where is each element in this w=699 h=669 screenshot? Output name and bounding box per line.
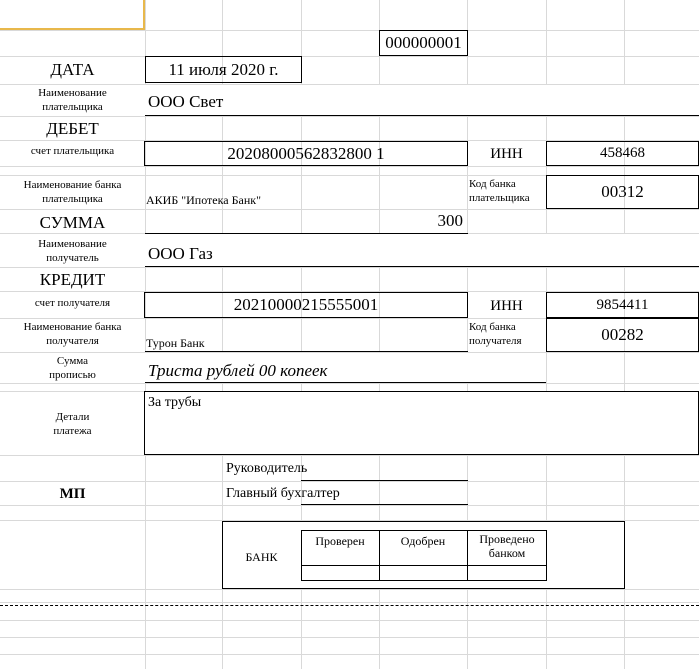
payer-account-field[interactable]: 20208000562832800 1 (144, 141, 468, 166)
recipient-inn-field[interactable]: 9854411 (546, 292, 699, 318)
payer-inn-field[interactable]: 458468 (546, 141, 699, 166)
date-label: ДАТА (50, 60, 95, 79)
payer-name-value[interactable]: ООО Свет (148, 92, 224, 111)
date-field[interactable]: 11 июля 2020 г. (145, 56, 302, 83)
recipient-account-label: счет получателя (34, 297, 111, 309)
bank-label: БАНК (245, 550, 278, 564)
credit-label: КРЕДИТ (39, 270, 106, 289)
payer-bank-code-label: Код банка плательщика (469, 178, 530, 204)
document-number: 000000001 (379, 30, 468, 56)
details-label: Детали платежа (53, 411, 92, 437)
amount-words-value[interactable]: Триста рублей 00 копеек (148, 361, 328, 380)
recipient-bank-code-field[interactable]: 00282 (546, 318, 699, 352)
details-field[interactable] (144, 391, 699, 455)
checked-cell[interactable] (302, 566, 379, 580)
payer-bank-value[interactable]: АКИБ "Ипотека Банк" (146, 193, 261, 207)
selected-cell[interactable] (0, 0, 145, 30)
recipient-name-value[interactable]: ООО Газ (148, 244, 213, 263)
recipient-inn-label: ИНН (490, 298, 523, 314)
payer-name-label: Наименование плательщика (38, 87, 107, 113)
amount-words-label: Сумма прописью (49, 355, 96, 381)
recipient-name-label: Наименование получатель (38, 238, 107, 264)
details-value: За трубы (148, 395, 202, 410)
recipient-bank-label: Наименование банка получателя (23, 321, 122, 347)
payer-bank-label: Наименование банка плательщика (23, 179, 122, 205)
checked-column-header: Проверен (315, 534, 365, 548)
recipient-bank-value[interactable]: Турон Банк (146, 336, 205, 350)
mp-stamp-label: МП (59, 486, 86, 502)
payer-inn-label: ИНН (490, 146, 523, 162)
payer-account-label: счет плательщика (30, 145, 115, 157)
debit-label: ДЕБЕТ (46, 119, 99, 138)
processed-cell[interactable] (468, 566, 546, 580)
amount-label: СУММА (39, 213, 106, 232)
recipient-account-field[interactable]: 20210000215555001 (144, 292, 468, 318)
payer-bank-code-field[interactable]: 00312 (546, 175, 699, 209)
recipient-bank-code-label: Код банка получателя (469, 321, 522, 347)
chief-accountant-signature-label: Главный бухгалтер (226, 486, 340, 501)
approved-column-header: Одобрен (400, 534, 446, 548)
head-signature-label: Руководитель (226, 461, 308, 476)
approved-cell[interactable] (380, 566, 467, 580)
amount-value[interactable]: 300 (437, 211, 463, 230)
processed-column-header: Проведено банком (479, 532, 535, 560)
cut-line (0, 605, 699, 606)
